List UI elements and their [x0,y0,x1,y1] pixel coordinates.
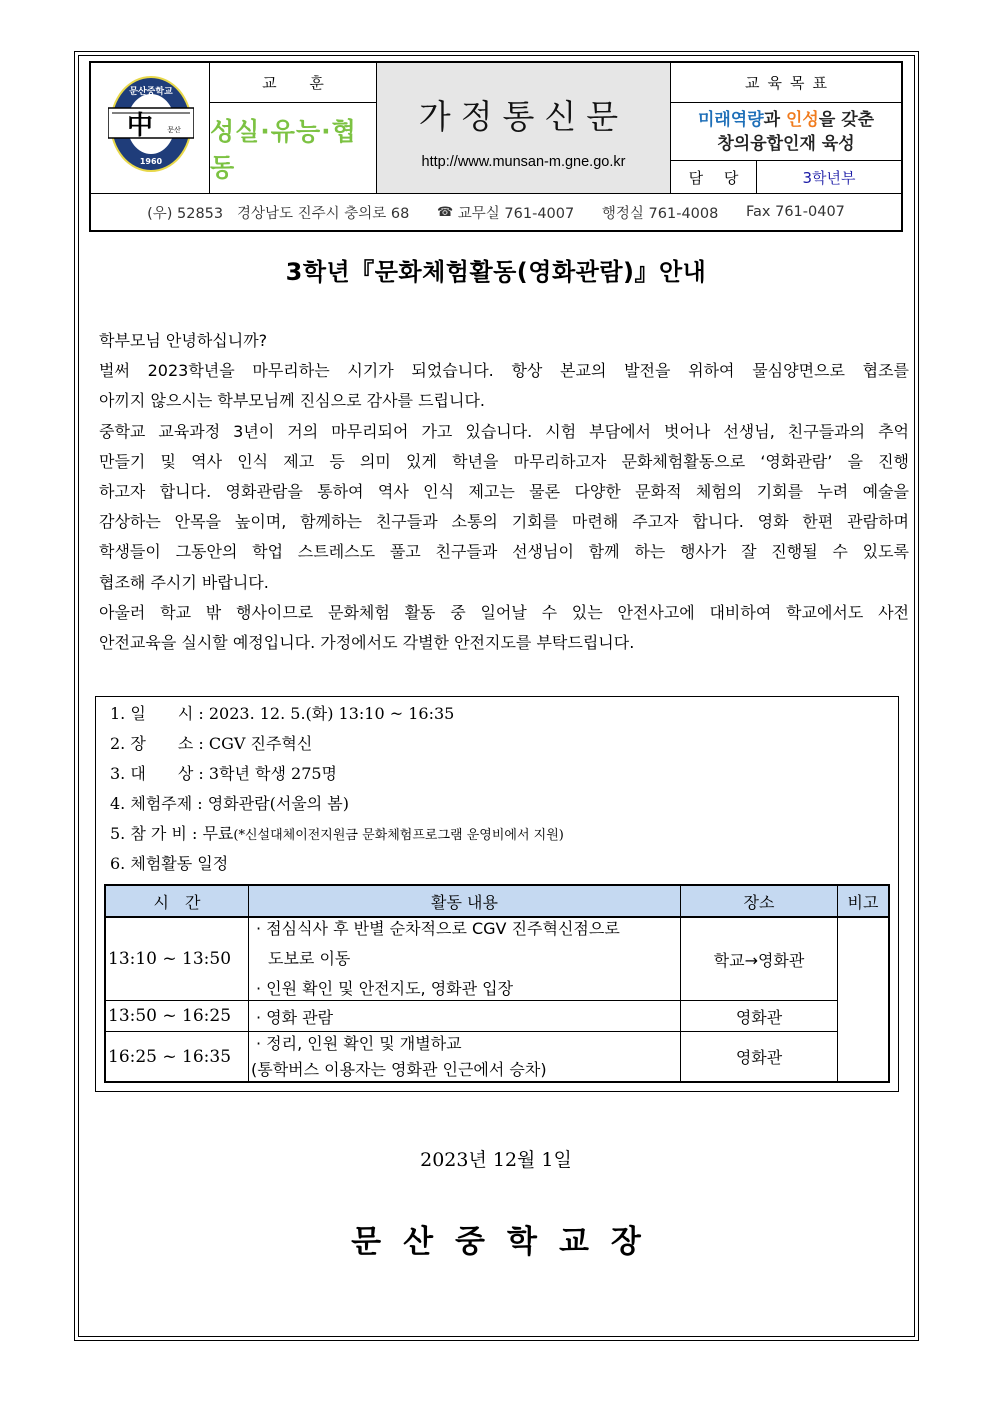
detail-fee: 5. 참 가 비 : 무료(*신설대체이전지원금 문화체험프로그램 운영비에서 지원) [110,824,564,843]
letter-body [99,326,909,658]
paragraph-line: 중학교 교육과정 3년이 거의 마무리되어 가고 있습니다. 시험 부담에서 벗어나 선생님, 친구들과의 추억 [99,421,909,441]
title-cell [377,63,671,193]
detail-note: (*신설대체이전지원금 문화체험프로그램 운영비에서 지원) [233,828,564,843]
address-row [91,193,901,230]
row-place: 영화관 [735,1048,783,1067]
detail-date: 1. 일 시 : 2023. 12. 5.(화) 13:10 ~ 16:35 [110,704,455,723]
detail-target: 3. 대 상 : 3학년 학생 275명 [110,764,338,783]
office-phone: 교무실 761-4007 [457,205,575,222]
goal-text-conj: 과 [763,109,786,130]
detail-number: 5. [110,824,126,843]
paragraph-line: 만들기 및 역사 인식 제고 등 의미 있게 학년을 마무리하고자 문화체험활동으로 ‘영화관람’ 을 진행 [99,451,909,471]
street-address: 경상남도 진주시 충의로 68 [236,205,410,222]
svg-text:문산: 문산 [167,126,181,134]
paragraph-line: 협조해 주시기 바랍니다. [99,572,269,592]
detail-label: 참 가 비 [130,824,187,843]
newsletter-title: 가정통신문 [418,96,629,136]
greeting: 학부모님 안녕하십니까? [99,331,268,350]
header-place: 장소 [743,892,775,912]
in-charge-value: 3학년부 [802,168,856,187]
header-note: 비고 [847,892,879,912]
detail-place: 2. 장 소 : CGV 진주혁신 [110,734,313,753]
row-note-merged [838,918,888,1081]
row-activities [251,1032,680,1081]
activity-item: (통학버스 이용자는 영화관 인근에서 승차) [251,1059,547,1079]
education-goal-label: 교육목표 [671,63,901,103]
education-goal-line2: 창의융합인재 육성 [717,133,855,154]
admin-phone: 행정실 761-4008 [601,205,719,222]
principal-signature: 문산중학교장 [351,1224,663,1260]
row-place: 영화관 [735,1007,783,1027]
row-place: 학교→영화관 [713,950,805,970]
svg-text:1960: 1960 [139,157,163,166]
row-activities [256,918,680,1000]
paragraph-line: 안전교육을 실시할 예정입니다. 가정에서도 각별한 안전지도를 부탁드립니다. [99,633,635,653]
detail-label: 대 상 [130,764,194,783]
row-time: 13:10 ~ 13:50 [108,949,232,969]
school-url-link[interactable]: http://www.munsan-m.gne.go.kr [421,153,626,170]
issue-date: 2023년 12월 1일 [420,1149,572,1171]
detail-number: 3. [110,764,126,783]
detail-schedule-heading [110,851,228,874]
letterhead-table [89,61,903,232]
detail-label: 일 시 [130,704,194,723]
school-emblem-icon [108,72,194,176]
zip-code: (우) 52853 [147,205,224,222]
detail-theme: 4. 체험주제 : 영화관람(서울의 봄) [110,794,349,813]
in-charge-label: 담 당 [671,161,757,193]
activity-item: · 정리, 인원 확인 및 개별하교 [256,1033,462,1053]
paragraph-line: 하고자 합니다. 영화관람을 통하여 역사 인식 제고는 물론 다양한 문화적 체험의 기회를 누려 예술을 [99,482,909,502]
svg-text:中: 中 [126,111,154,141]
detail-value: 영화관람(서울의 봄) [207,794,349,813]
detail-value: 2023. 12. 5.(화) 13:10 ~ 16:35 [208,704,455,723]
header-time: 시 간 [153,892,201,912]
paragraph-line: 감상하는 안목을 높이며, 함께하는 친구들과 소통의 기회를 마련해 주고자 합니다. 영화 한편 관람하며 [99,512,909,532]
row-activities: · 영화 관람 [256,1007,334,1027]
goal-text-future-competency: 미래역량 [697,109,764,130]
education-goal-line1 [698,108,874,132]
header-activity: 활동 내용 [431,892,498,912]
detail-value: CGV 진주혁신 [208,734,313,753]
paragraph-line: 벌써 2023학년을 마무리하는 시기가 되었습니다. 항상 본교의 발전을 위하여 물심양면으로 협조를 [99,361,909,381]
detail-label: 장 소 [130,734,194,753]
education-goal-cell [671,103,901,161]
logo-cell [91,63,210,193]
activity-item: 도보로 이동 [268,949,351,968]
document-title: 3학년『문화체험활동(영화관람)』안내 [285,258,707,286]
detail-value: 3학년 학생 275명 [208,764,338,783]
motto-cell [210,103,377,193]
detail-number: 1. [110,704,126,723]
paragraph-line: 아끼지 않으시는 학부모님께 진심으로 감사를 드립니다. [99,391,486,411]
detail-number: 2. [110,734,126,753]
paragraph-line: 아울러 학교 밖 행사이므로 문화체험 활동 중 일어날 수 있는 안전사고에 대비하여 학교에서도 사전 [99,602,909,622]
motto-label: 교 훈 [210,63,377,103]
school-motto: 성실·유능·협동 [210,117,357,182]
svg-text:문산중학교: 문산중학교 [129,87,173,97]
schedule-table [104,884,890,1083]
row-time: 13:50 ~ 16:25 [108,1006,232,1026]
goal-text-character: 인성 [786,109,819,130]
fax-number: Fax 761-0407 [746,204,845,220]
detail-number: 4. [110,794,126,813]
phone-icon: ☎ [436,204,454,220]
paragraph-line: 학생들이 그동안의 학업 스트레스도 풀고 친구들과 선생님이 함께 하는 행사가 잘 진행될 수 있도록 [99,542,909,562]
detail-value: 무료 [202,824,234,843]
detail-number: 6. [110,854,126,873]
row-time: 16:25 ~ 16:35 [108,1046,232,1067]
goal-text-having: 을 갖춘 [818,109,875,130]
activity-item: · 점심식사 후 반별 순차적으로 CGV 진주혁신점으로 [256,919,620,938]
detail-label: 체험주제 [130,794,193,813]
detail-label: 체험활동 일정 [130,854,229,873]
activity-item: · 인원 확인 및 안전지도, 영화관 입장 [256,979,514,998]
